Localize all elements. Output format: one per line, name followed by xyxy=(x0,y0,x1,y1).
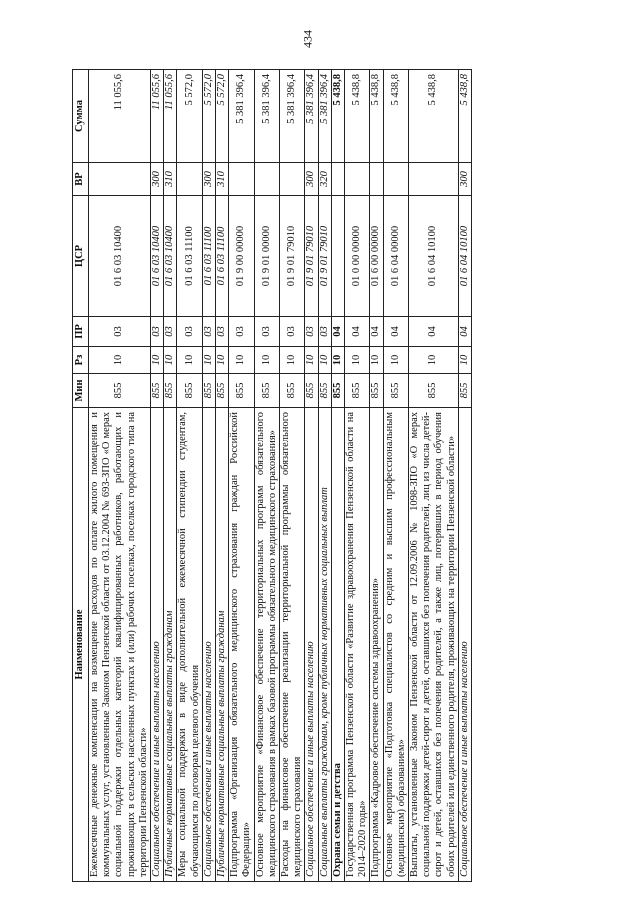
cell-min: 855 xyxy=(202,374,215,408)
cell-pr: 04 xyxy=(383,317,408,347)
cell-vr xyxy=(331,163,344,196)
cell-vr xyxy=(280,163,305,196)
cell-sum: 5 381 396,4 xyxy=(305,70,318,163)
cell-pr: 04 xyxy=(345,317,370,347)
table-body xyxy=(89,70,472,882)
cell-rz: 10 xyxy=(202,347,215,374)
cell-name: Подпрограмма «Кадровое обеспечение системы здравоохранения» xyxy=(370,408,383,882)
cell-pr: 03 xyxy=(318,317,331,347)
table-row xyxy=(345,70,370,882)
cell-pr: 03 xyxy=(305,317,318,347)
cell-sum: 5 381 396,4 xyxy=(318,70,331,163)
cell-sum: 5 572,0 xyxy=(177,70,202,163)
cell-pr: 04 xyxy=(331,317,344,347)
cell-csr: 01 6 03 11100 xyxy=(177,196,202,317)
cell-csr: 01 6 04 10100 xyxy=(458,196,471,317)
cell-pr: 03 xyxy=(164,317,177,347)
cell-pr: 03 xyxy=(229,317,254,347)
cell-min: 855 xyxy=(331,374,344,408)
cell-name: Охрана семьи и детства xyxy=(331,408,344,882)
page-number-text: 434 xyxy=(300,30,315,48)
cell-rz: 10 xyxy=(216,347,229,374)
cell-sum: 5 438,8 xyxy=(370,70,383,163)
cell-min: 855 xyxy=(254,374,279,408)
cell-sum: 11 055,6 xyxy=(89,70,151,163)
cell-rz: 10 xyxy=(370,347,383,374)
cell-min: 855 xyxy=(164,374,177,408)
cell-sum: 5 438,8 xyxy=(331,70,344,163)
table-row xyxy=(202,70,215,882)
cell-min: 855 xyxy=(216,374,229,408)
cell-rz: 10 xyxy=(458,347,471,374)
cell-rz: 10 xyxy=(331,347,344,374)
cell-vr xyxy=(229,163,254,196)
cell-sum: 5 572,0 xyxy=(202,70,215,163)
cell-csr: 01 6 03 10400 xyxy=(151,196,164,317)
table-row xyxy=(383,70,408,882)
table-row xyxy=(177,70,202,882)
cell-name: Меры социальной поддержки в виде дополнительной ежемесячной стипендии студентам, обучающимся по договорам целевого обучения xyxy=(177,408,202,882)
cell-sum: 5 381 396,4 xyxy=(229,70,254,163)
table-header-row xyxy=(73,70,89,882)
cell-vr: 310 xyxy=(216,163,229,196)
budget-table xyxy=(72,69,472,882)
cell-pr: 03 xyxy=(280,317,305,347)
cell-sum: 5 381 396,4 xyxy=(254,70,279,163)
cell-name: Расходы на финансовое обеспечение реализации территориальной программы обязательного медицинского страхования xyxy=(280,408,305,882)
cell-csr: 01 9 01 79010 xyxy=(318,196,331,317)
cell-rz: 10 xyxy=(177,347,202,374)
cell-vr: 320 xyxy=(318,163,331,196)
table-row xyxy=(370,70,383,882)
cell-name: Публичные нормативные социальные выплаты гражданам xyxy=(164,408,177,882)
cell-min: 855 xyxy=(370,374,383,408)
cell-min: 855 xyxy=(89,374,151,408)
cell-pr: 04 xyxy=(409,317,459,347)
table-row xyxy=(409,70,459,882)
cell-min: 855 xyxy=(458,374,471,408)
cell-rz: 10 xyxy=(409,347,459,374)
header-csr: ЦСР xyxy=(73,196,89,317)
table-row xyxy=(280,70,305,882)
cell-sum: 5 381 396,4 xyxy=(280,70,305,163)
cell-sum: 5 438,8 xyxy=(345,70,370,163)
cell-rz: 10 xyxy=(345,347,370,374)
cell-vr xyxy=(345,163,370,196)
cell-rz: 10 xyxy=(280,347,305,374)
cell-vr xyxy=(89,163,151,196)
cell-csr: 01 6 03 11100 xyxy=(202,196,215,317)
header-vr: ВР xyxy=(73,163,89,196)
cell-csr: 01 6 03 10400 xyxy=(89,196,151,317)
table-row xyxy=(216,70,229,882)
cell-vr xyxy=(409,163,459,196)
cell-name: Социальное обеспечение и иные выплаты населению xyxy=(458,408,471,882)
cell-min: 855 xyxy=(229,374,254,408)
cell-csr: 01 6 04 10100 xyxy=(409,196,459,317)
cell-rz: 10 xyxy=(254,347,279,374)
table-row xyxy=(318,70,331,882)
table-row xyxy=(164,70,177,882)
table-row xyxy=(331,70,344,882)
cell-sum: 11 055,6 xyxy=(164,70,177,163)
cell-csr: 01 6 03 11100 xyxy=(216,196,229,317)
cell-pr: 03 xyxy=(216,317,229,347)
header-min: Мин xyxy=(73,374,89,408)
cell-rz: 10 xyxy=(305,347,318,374)
cell-pr: 04 xyxy=(370,317,383,347)
cell-csr: 01 9 01 79010 xyxy=(280,196,305,317)
cell-name: Выплаты, установленные Законом Пензенской области от 12.09.2006 № 1098-ЗПО «О мерах социальной поддержки детей-сирот и детей, оставшихся без попечения родителей, лиц из числа детей-сирот и детей, оставшихся без попечения родителей, а также лиц, потерявших в период обучения обоих родителей или единственного родителя, проживающих на территории Пензенской области» xyxy=(409,408,459,882)
cell-vr: 300 xyxy=(458,163,471,196)
cell-csr: 01 9 00 00000 xyxy=(229,196,254,317)
cell-min: 855 xyxy=(177,374,202,408)
cell-name: Основное мероприятие «Подготовка специалистов со средним и высшим профессиональным (медицинским) образованием» xyxy=(383,408,408,882)
cell-min: 855 xyxy=(305,374,318,408)
cell-name: Подпрограмма «Организация обязательного медицинского страхования граждан Российской Федерации» xyxy=(229,408,254,882)
cell-sum: 5 572,0 xyxy=(216,70,229,163)
cell-name: Социальное обеспечение и иные выплаты населению xyxy=(202,408,215,882)
cell-vr: 300 xyxy=(202,163,215,196)
cell-sum: 5 438,8 xyxy=(383,70,408,163)
cell-vr xyxy=(370,163,383,196)
header-name: Наименование xyxy=(73,408,89,882)
cell-sum: 5 438,8 xyxy=(409,70,459,163)
cell-vr: 300 xyxy=(151,163,164,196)
cell-rz: 10 xyxy=(318,347,331,374)
cell-min: 855 xyxy=(345,374,370,408)
cell-rz: 10 xyxy=(164,347,177,374)
cell-vr: 300 xyxy=(305,163,318,196)
cell-vr: 310 xyxy=(164,163,177,196)
cell-pr: 03 xyxy=(177,317,202,347)
cell-csr: 01 9 01 00000 xyxy=(254,196,279,317)
cell-pr: 03 xyxy=(254,317,279,347)
cell-pr: 03 xyxy=(151,317,164,347)
table-row xyxy=(89,70,151,882)
table-row xyxy=(151,70,164,882)
cell-name: Социальные выплаты гражданам, кроме публичных нормативных социальных выплат xyxy=(318,408,331,882)
cell-min: 855 xyxy=(409,374,459,408)
cell-name: Публичные нормативные социальные выплаты гражданам xyxy=(216,408,229,882)
page-number xyxy=(288,24,328,54)
cell-name: Государственная программа Пензенской области «Развитие здравоохранения Пензенской области на 2014–2020 годы» xyxy=(345,408,370,882)
cell-rz: 10 xyxy=(151,347,164,374)
cell-rz: 10 xyxy=(229,347,254,374)
cell-min: 855 xyxy=(318,374,331,408)
cell-csr: 01 6 03 10400 xyxy=(164,196,177,317)
cell-csr: 01 9 01 79010 xyxy=(305,196,318,317)
cell-csr: 01 0 00 00000 xyxy=(345,196,370,317)
header-pr: ПР xyxy=(73,317,89,347)
cell-rz: 10 xyxy=(383,347,408,374)
cell-name: Основное мероприятие «Финансовое обеспечение территориальных программ обязательного медицинского страхования в рамках базовой программы обязательного медицинского страхования» xyxy=(254,408,279,882)
cell-sum: 11 055,6 xyxy=(151,70,164,163)
cell-sum: 5 438,8 xyxy=(458,70,471,163)
cell-pr: 03 xyxy=(89,317,151,347)
table-row xyxy=(458,70,471,882)
cell-pr: 04 xyxy=(458,317,471,347)
rotated-page-content xyxy=(72,70,634,882)
header-sum: Сумма xyxy=(73,70,89,163)
cell-min: 855 xyxy=(280,374,305,408)
cell-name: Социальное обеспечение и иные выплаты населению xyxy=(305,408,318,882)
cell-min: 855 xyxy=(383,374,408,408)
cell-vr xyxy=(254,163,279,196)
cell-csr: 01 6 00 00000 xyxy=(370,196,383,317)
table-row xyxy=(229,70,254,882)
cell-name: Социальное обеспечение и иные выплаты населению xyxy=(151,408,164,882)
header-rz: Рз xyxy=(73,347,89,374)
cell-csr: 01 6 04 00000 xyxy=(383,196,408,317)
cell-min: 855 xyxy=(151,374,164,408)
cell-name: Ежемесячные денежные компенсации на возмещение расходов по оплате жилого помещения и коммунальных услуг, установленные Законом Пензенской области от 03.12.2004 № 693-ЗПО «О мерах социальной поддержки отдельных категорий квалифицированных работников, работающих и проживающих в сельских населенных пунктах и (или) рабочих поселках, поселках городского типа на территории Пензенской области» xyxy=(89,408,151,882)
cell-csr xyxy=(331,196,344,317)
cell-vr xyxy=(383,163,408,196)
table-row xyxy=(305,70,318,882)
cell-vr xyxy=(177,163,202,196)
cell-pr: 03 xyxy=(202,317,215,347)
table-row xyxy=(254,70,279,882)
cell-rz: 10 xyxy=(89,347,151,374)
